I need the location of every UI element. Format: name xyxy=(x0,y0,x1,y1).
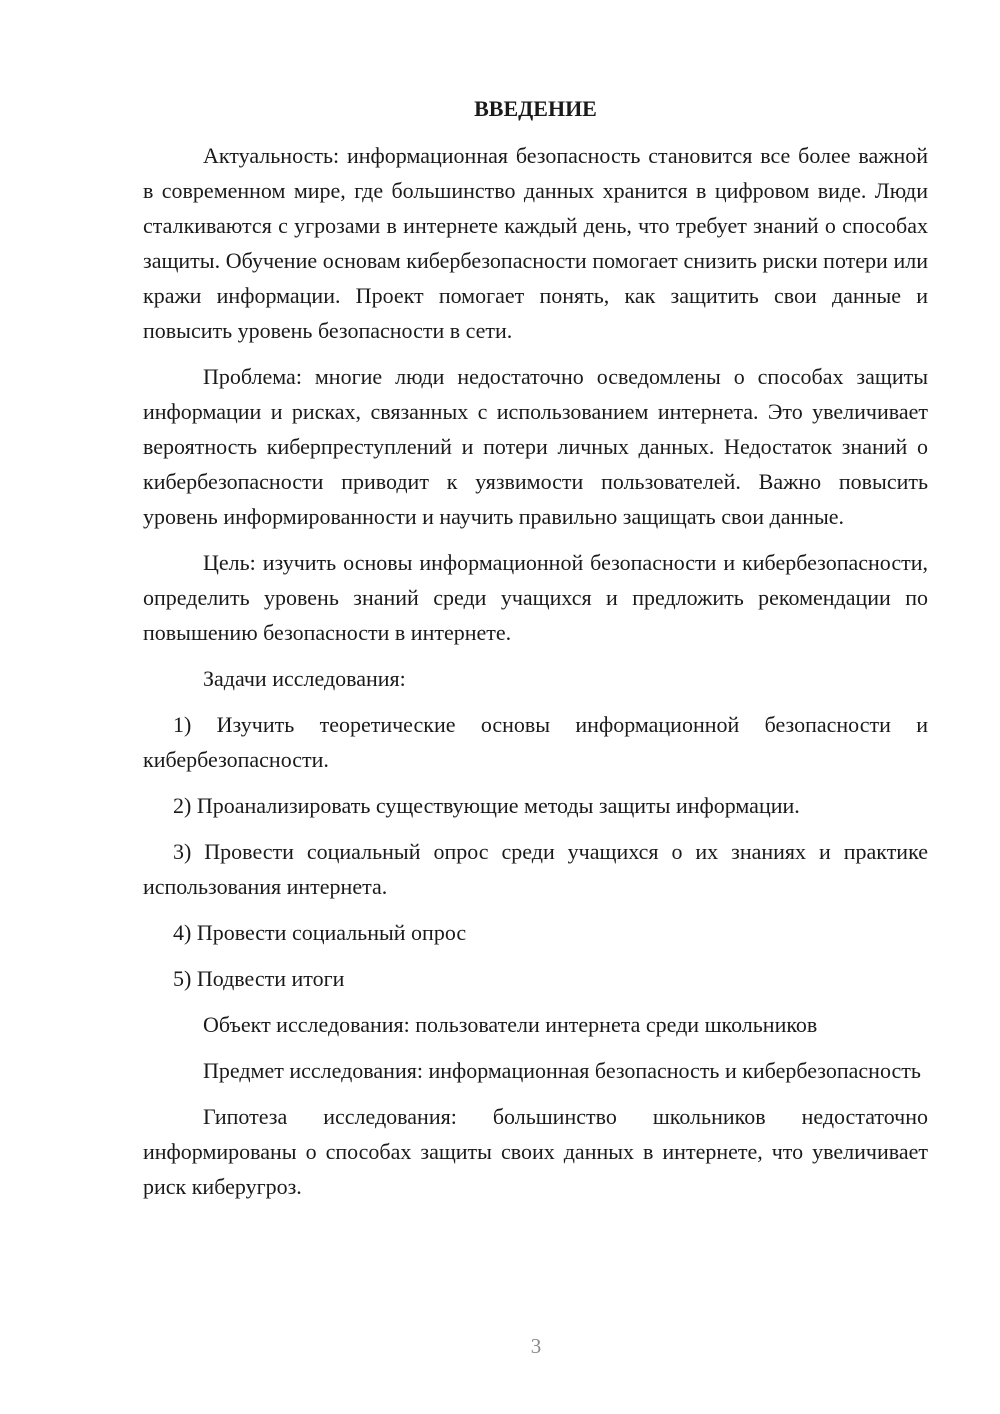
tasks-heading: Задачи исследования: xyxy=(203,666,406,691)
paragraph-object: Объект исследования: пользователи интернета среди школьников xyxy=(203,1012,818,1037)
paragraph-subject: Предмет исследования: информационная безопасность и кибербезопасность xyxy=(203,1058,921,1083)
task-item-2: 2) Проанализировать существующие методы защиты информации. xyxy=(173,793,800,818)
paragraph-goal: Цель: изучить основы информационной безопасности и кибербезопасности, определить уровень знаний среди учащихся и предложить рекомендации по повышению безопасности в интернете. xyxy=(143,550,928,645)
paragraph-relevance: Актуальность: информационная безопасность становится все более важной в современном мире, где большинство данных хранится в цифровом виде. Люди сталкиваются с угрозами в интернете каждый день, что требует знаний о способах защиты. Обучение основам кибербезопасности помогает снизить риски потери или кражи информации. Проект помогает понять, как защитить свои данные и повысить уровень безопасности в сети. xyxy=(143,143,928,343)
page-number: 3 xyxy=(530,1334,542,1358)
paragraph-hypothesis: Гипотеза исследования: большинство школьников недостаточно информированы о способах защиты своих данных в интернете, что увеличивает риск киберугроз. xyxy=(143,1104,928,1199)
task-item-4: 4) Провести социальный опрос xyxy=(173,920,467,945)
task-item-1: 1) Изучить теоретические основы информационной безопасности и кибербезопасности. xyxy=(143,712,928,772)
task-item-3: 3) Провести социальный опрос среди учащихся о их знаниях и практике использования интернета. xyxy=(143,839,928,899)
document-body xyxy=(143,92,928,1215)
section-title: ВВЕДЕНИЕ xyxy=(474,96,597,121)
paragraph-problem: Проблема: многие люди недостаточно осведомлены о способах защиты информации и рисках, связанных с использованием интернета. Это увеличивает вероятность киберпреступлений и потери личных данных. Недостаток знаний о кибербезопасности приводит к уязвимости пользователей. Важно повысить уровень информированности и научить правильно защищать свои данные. xyxy=(143,364,928,529)
task-item-5: 5) Подвести итоги xyxy=(173,966,345,991)
